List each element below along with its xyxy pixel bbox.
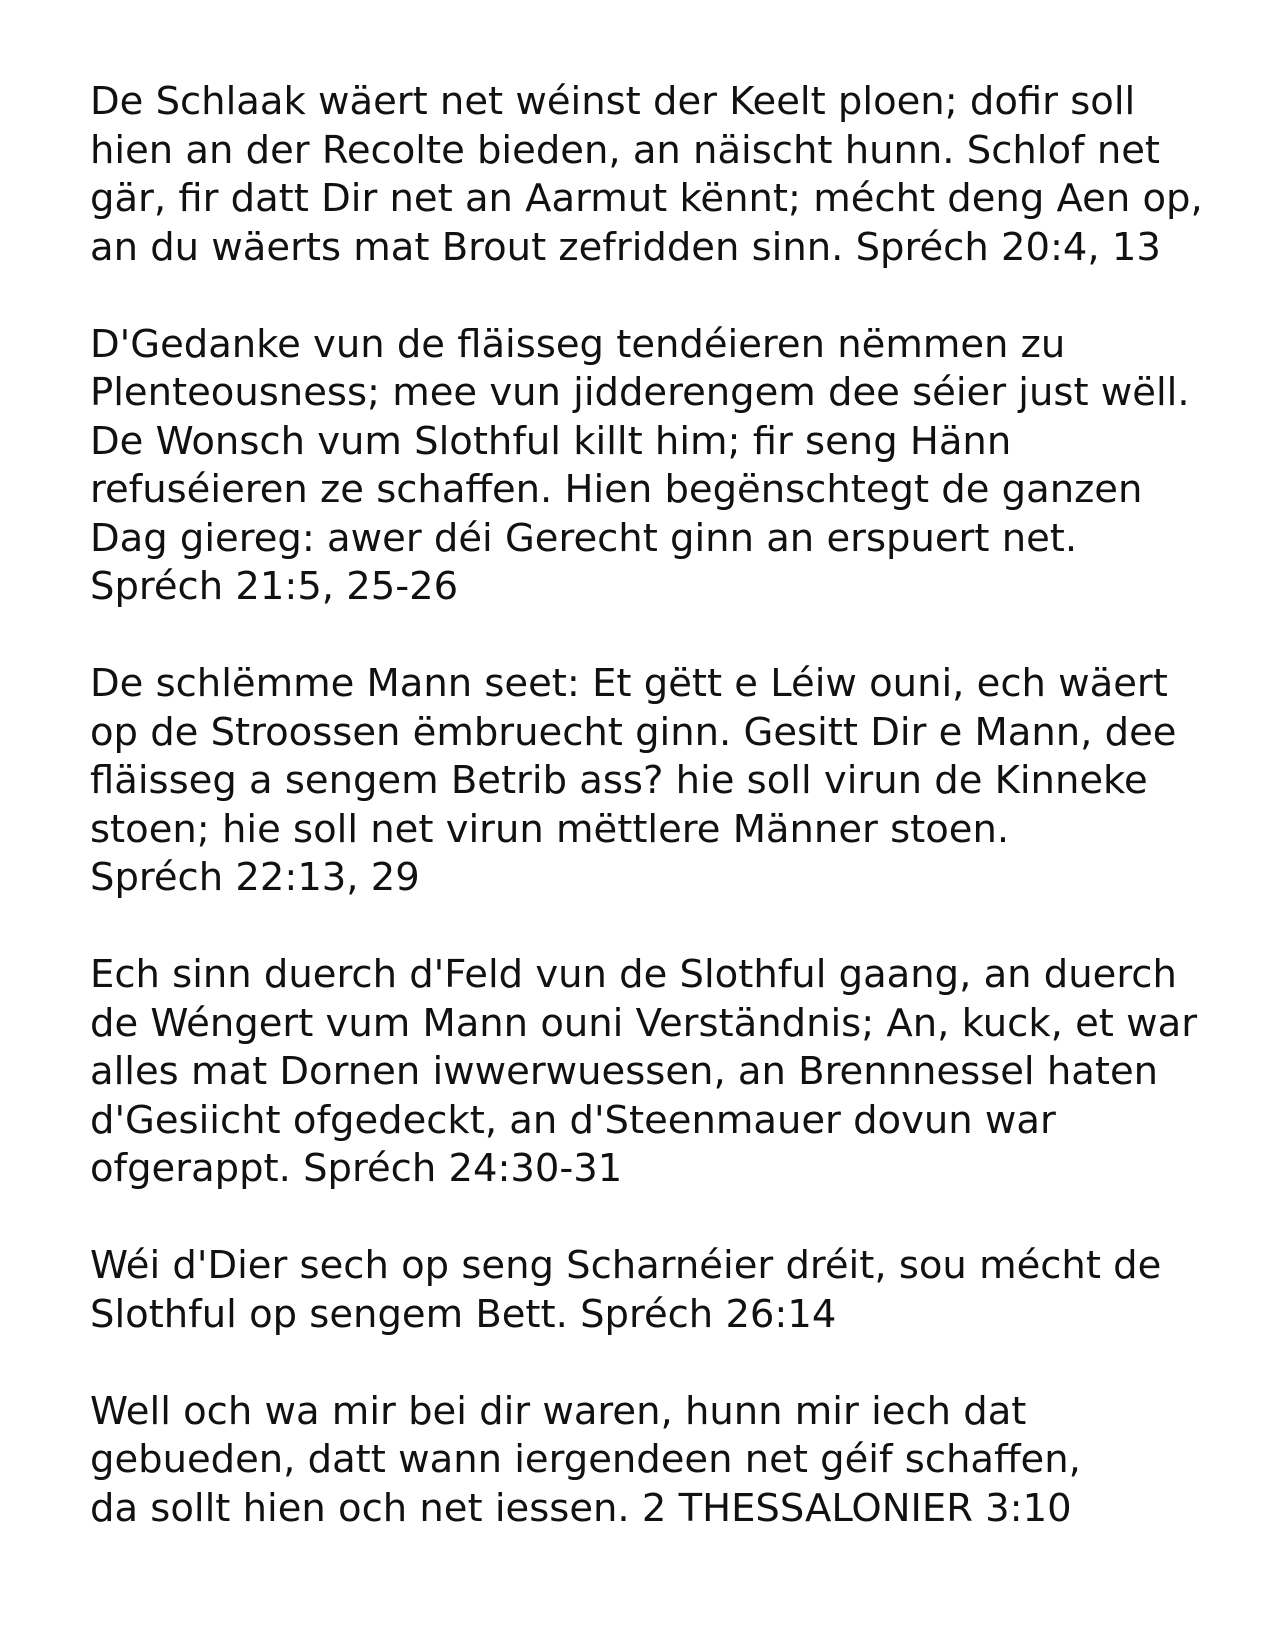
text-line: Slothful op sengem Bett. Spréch 26:14: [90, 1291, 837, 1337]
text-line: De Wonsch vum Slothful killt him; fir seng Hänn: [90, 418, 1012, 464]
paragraph-spreech-22: [90, 660, 1220, 903]
paragraph-spreech-20: [90, 78, 1220, 272]
paragraph-spreech-26: [90, 1242, 1220, 1339]
paragraph-spreech-21: [90, 321, 1220, 612]
text-line: De Schlaak wäert net wéinst der Keelt ploen; dofir soll: [90, 79, 1136, 124]
text-line: refuséieren ze schaffen. Hien begënschtegt de ganzen: [90, 467, 1143, 512]
text-line: fläisseg a sengem Betrib ass? hie soll virun de Kinneke: [90, 758, 1148, 803]
paragraph-spreech-24: [90, 951, 1220, 1194]
text-line: op de Stroossen ëmbruecht ginn. Gesitt Dir e Mann, dee: [90, 709, 1177, 755]
text-line: Ech sinn duerch d'Feld vun de Slothful gaang, an duerch: [90, 952, 1177, 997]
paragraph-thessalonier: [90, 1388, 1220, 1534]
text-line: Well och wa mir bei dir waren, hunn mir iech dat: [90, 1388, 1027, 1434]
text-line: gebueden, datt wann iergendeen net géif schaffen,: [90, 1437, 1081, 1482]
text-line: Spréch 21:5, 25-26: [90, 564, 459, 609]
text-line: Plenteousness; mee vun jidderengem dee séier just wëll.: [90, 370, 1190, 415]
text-line: hien an der Recolte bieden, an näischt hunn. Schlof net: [90, 127, 1161, 173]
text-line: Dag giereg: awer déi Gerecht ginn an erspuert net.: [90, 515, 1078, 561]
text-line: an du wäerts mat Brout zefridden sinn. Spréch 20:4, 13: [90, 224, 1161, 270]
text-line: alles mat Dornen iwwerwuessen, an Brennnessel haten: [90, 1049, 1159, 1094]
text-line: gär, fir datt Dir net an Aarmut kënnt; mécht deng Aen op,: [90, 176, 1203, 221]
text-line: da sollt hien och net iessen. 2 THESSALONIER 3:10: [90, 1485, 1072, 1531]
text-line: Spréch 22:13, 29: [90, 855, 420, 900]
text-line: De schlëmme Mann seet: Et gëtt e Léiw ouni, ech wäert: [90, 661, 1168, 706]
text-line: d'Gesiicht ofgedeckt, an d'Steenmauer dovun war: [90, 1097, 1056, 1143]
text-line: de Wéngert vum Mann ouni Verständnis; An, kuck, et war: [90, 1000, 1198, 1046]
text-line: D'Gedanke vun de fläisseg tendéieren nëmmen zu: [90, 321, 1066, 367]
text-line: stoen; hie soll net virun mëttlere Männer stoen.: [90, 806, 1010, 852]
text-line: ofgerappt. Spréch 24:30-31: [90, 1146, 623, 1191]
document-page: [90, 78, 1220, 1582]
text-line: Wéi d'Dier sech op seng Scharnéier dréit, sou mécht de: [90, 1243, 1162, 1288]
